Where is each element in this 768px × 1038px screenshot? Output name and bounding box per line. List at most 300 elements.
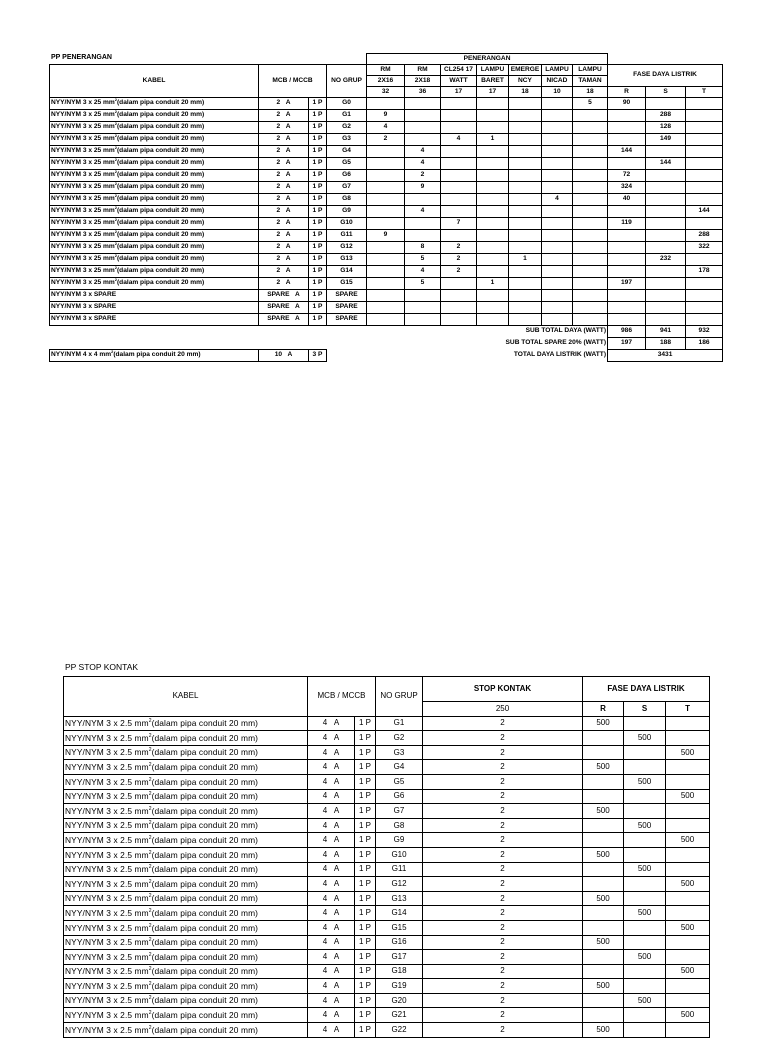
lamp-count-cell xyxy=(509,158,542,170)
mcb-cell: SPARE A xyxy=(259,314,309,326)
phase-t-cell xyxy=(686,98,723,110)
header-phase-t: T xyxy=(686,87,723,98)
lamp-count-cell: 5 xyxy=(405,254,441,266)
feeder-mcb: 10 A xyxy=(259,350,309,362)
table-row xyxy=(64,789,710,804)
table-row xyxy=(64,920,710,935)
phase-t-cell xyxy=(666,716,710,731)
lamp-count-cell xyxy=(441,158,477,170)
lamp-count-cell xyxy=(573,314,608,326)
lamp-count-cell xyxy=(477,170,509,182)
cable-cell: NYY/NYM 3 x 25 $mm^2(dalam$ pipa conduit 20 mm) xyxy=(50,170,259,182)
lamp-count-cell: 4 xyxy=(542,194,573,206)
phase-r-cell xyxy=(608,266,646,278)
lamp-count-cell: 5 xyxy=(405,278,441,290)
section-title-stop-kontak: PP STOP KONTAK xyxy=(65,662,139,672)
pole-cell: 1 P xyxy=(355,891,376,906)
header-lamp-2-l1: CL254 17 xyxy=(441,65,477,76)
pole-cell: 1 P xyxy=(309,110,327,122)
phase-t-cell xyxy=(666,979,710,994)
pole-cell: 1 P xyxy=(355,774,376,789)
lamp-count-cell xyxy=(441,278,477,290)
phase-t-cell xyxy=(686,122,723,134)
pole-cell: 1 P xyxy=(355,847,376,862)
phase-r-cell: 500 xyxy=(583,716,624,731)
phase-r-cell xyxy=(608,110,646,122)
phase-r-cell: 500 xyxy=(583,847,624,862)
lamp-count-cell xyxy=(367,254,405,266)
cable-cell: NYY/NYM 3 x 25 $mm^2(dalam$ pipa conduit 20 mm) xyxy=(50,134,259,146)
mcb-cell: 2 A xyxy=(259,206,309,218)
phase-t-cell: 500 xyxy=(666,920,710,935)
header-phase-r: R xyxy=(608,87,646,98)
phase-r-cell xyxy=(583,1008,624,1023)
grup-cell: G10 xyxy=(376,847,423,862)
cable-cell: NYY/NYM 3 x 2.5 $mm^2(dalam$ pipa conduit 20 mm) xyxy=(64,1023,308,1038)
phase-t-cell xyxy=(686,254,723,266)
cable-cell: NYY/NYM 3 x 25 $mm^2(dalam$ pipa conduit 20 mm) xyxy=(50,242,259,254)
phase-s-cell xyxy=(646,290,686,302)
grup-cell: G4 xyxy=(327,146,367,158)
table-row xyxy=(64,774,710,789)
mcb-cell: 4 A xyxy=(308,891,355,906)
grup-cell: G9 xyxy=(327,206,367,218)
phase-t-cell xyxy=(686,170,723,182)
cable-cell: NYY/NYM 3 x SPARE xyxy=(50,302,259,314)
stop-kontak-qty-cell: 2 xyxy=(423,935,583,950)
phase-r-cell: 144 xyxy=(608,146,646,158)
phase-s-cell xyxy=(624,1023,666,1038)
table-row xyxy=(64,1023,710,1038)
table-row xyxy=(50,254,723,266)
cable-cell: NYY/NYM 3 x 25 $mm^2(dalam$ pipa conduit 20 mm) xyxy=(50,158,259,170)
header-phase-s-2: S xyxy=(624,702,666,717)
lamp-count-cell xyxy=(405,110,441,122)
lamp-count-cell xyxy=(367,278,405,290)
phase-t-cell xyxy=(666,774,710,789)
grup-cell: G18 xyxy=(376,964,423,979)
lamp-count-cell xyxy=(405,134,441,146)
phase-r-cell xyxy=(608,134,646,146)
pole-cell: 1 P xyxy=(355,1008,376,1023)
grup-cell: G3 xyxy=(327,134,367,146)
header-stop-kontak-watt: 250 xyxy=(423,702,583,717)
cable-cell: NYY/NYM 3 x 2.5 $mm^2(dalam$ pipa conduit 20 mm) xyxy=(64,731,308,746)
header-lamp-5-l2: NICAD xyxy=(542,76,573,87)
phase-s-cell: 500 xyxy=(624,731,666,746)
lamp-count-cell xyxy=(509,122,542,134)
phase-r-cell xyxy=(583,950,624,965)
stop-kontak-qty-cell: 2 xyxy=(423,804,583,819)
lamp-count-cell xyxy=(542,170,573,182)
cable-cell: NYY/NYM 3 x 2.5 $mm^2(dalam$ pipa conduit 20 mm) xyxy=(64,964,308,979)
lamp-count-cell xyxy=(477,98,509,110)
lamp-count-cell xyxy=(509,134,542,146)
lamp-count-cell xyxy=(441,146,477,158)
pole-cell: 1 P xyxy=(355,760,376,775)
table-row xyxy=(64,833,710,848)
table-row xyxy=(50,242,723,254)
cable-cell: NYY/NYM 3 x 25 $mm^2(dalam$ pipa conduit 20 mm) xyxy=(50,98,259,110)
lamp-count-cell: 4 xyxy=(367,122,405,134)
phase-t-cell xyxy=(686,314,723,326)
pole-cell: 1 P xyxy=(309,122,327,134)
phase-t-cell: 500 xyxy=(666,833,710,848)
grup-cell: G13 xyxy=(376,891,423,906)
lamp-count-cell xyxy=(405,230,441,242)
pole-cell: 1 P xyxy=(309,170,327,182)
pole-cell: 1 P xyxy=(355,818,376,833)
lamp-count-cell xyxy=(405,194,441,206)
lamp-count-cell xyxy=(542,290,573,302)
header-lamp-6-l1: LAMPU xyxy=(573,65,608,76)
lamp-count-cell xyxy=(542,230,573,242)
header-lamp-6-l2: TAMAN xyxy=(573,76,608,87)
lamp-count-cell xyxy=(477,290,509,302)
phase-r-cell xyxy=(583,818,624,833)
lamp-count-cell xyxy=(367,182,405,194)
lamp-count-cell xyxy=(441,110,477,122)
phase-t-cell xyxy=(686,134,723,146)
header-no-grup-2: NO GRUP xyxy=(376,677,423,717)
phase-r-cell xyxy=(608,122,646,134)
phase-r-cell xyxy=(583,745,624,760)
phase-s-cell xyxy=(646,170,686,182)
mcb-cell: 4 A xyxy=(308,818,355,833)
lamp-count-cell xyxy=(367,218,405,230)
lamp-count-cell xyxy=(573,218,608,230)
lamp-count-cell xyxy=(477,158,509,170)
grup-cell: G1 xyxy=(376,716,423,731)
phase-s-cell xyxy=(646,278,686,290)
table-row xyxy=(50,122,723,134)
grup-cell: G13 xyxy=(327,254,367,266)
cable-cell: NYY/NYM 3 x 25 $mm^2(dalam$ pipa conduit 20 mm) xyxy=(50,278,259,290)
lamp-count-cell xyxy=(441,194,477,206)
phase-t-cell xyxy=(686,182,723,194)
phase-t-cell: 500 xyxy=(666,745,710,760)
grup-cell: G2 xyxy=(376,731,423,746)
grup-cell: G20 xyxy=(376,993,423,1008)
table-row xyxy=(64,760,710,775)
pole-cell: 1 P xyxy=(309,98,327,110)
phase-t-cell xyxy=(666,804,710,819)
pole-cell: 1 P xyxy=(309,242,327,254)
pole-cell: 1 P xyxy=(355,935,376,950)
phase-s-cell xyxy=(624,920,666,935)
feeder-cable: NYY/NYM 4 x 4 $mm^2(dalam$ pipa conduit 20 mm) xyxy=(50,350,259,362)
phase-r-cell: 72 xyxy=(608,170,646,182)
grup-cell: G22 xyxy=(376,1023,423,1038)
lamp-count-cell xyxy=(573,266,608,278)
phase-s-cell xyxy=(624,935,666,950)
cable-cell: NYY/NYM 3 x 25 $mm^2(dalam$ pipa conduit 20 mm) xyxy=(50,230,259,242)
pole-cell: 1 P xyxy=(309,230,327,242)
lamp-count-cell: 1 xyxy=(477,278,509,290)
lamp-count-cell xyxy=(405,302,441,314)
lamp-count-cell xyxy=(405,122,441,134)
mcb-cell: 4 A xyxy=(308,716,355,731)
phase-s-cell: 232 xyxy=(646,254,686,266)
header-lamp-1-watt: 36 xyxy=(405,87,441,98)
grup-cell: G9 xyxy=(376,833,423,848)
pole-cell: 1 P xyxy=(309,278,327,290)
cable-cell: NYY/NYM 3 x 2.5 $mm^2(dalam$ pipa conduit 20 mm) xyxy=(64,979,308,994)
lamp-count-cell xyxy=(367,290,405,302)
pole-cell: 1 P xyxy=(309,254,327,266)
grup-cell: G14 xyxy=(327,266,367,278)
table-row xyxy=(64,964,710,979)
pole-cell: 1 P xyxy=(309,158,327,170)
table-row xyxy=(64,745,710,760)
grup-cell: G7 xyxy=(327,182,367,194)
phase-r-cell: 40 xyxy=(608,194,646,206)
cable-cell: NYY/NYM 3 x 2.5 $mm^2(dalam$ pipa conduit 20 mm) xyxy=(64,935,308,950)
phase-t-cell xyxy=(686,302,723,314)
phase-s-cell: 500 xyxy=(624,862,666,877)
lamp-count-cell xyxy=(405,218,441,230)
stop-kontak-qty-cell: 2 xyxy=(423,847,583,862)
lamp-count-cell xyxy=(477,110,509,122)
phase-s-cell xyxy=(624,979,666,994)
stop-kontak-qty-cell: 2 xyxy=(423,993,583,1008)
lamp-count-cell xyxy=(509,194,542,206)
pole-cell: 1 P xyxy=(355,877,376,892)
subtotal-spare-label: SUB TOTAL SPARE 20% (WATT) xyxy=(505,339,607,347)
stop-kontak-qty-cell: 2 xyxy=(423,731,583,746)
grup-cell: SPARE xyxy=(327,290,367,302)
table-row xyxy=(50,302,723,314)
phase-s-cell: 149 xyxy=(646,134,686,146)
grup-cell: G8 xyxy=(376,818,423,833)
table-row xyxy=(50,98,723,110)
mcb-cell: 4 A xyxy=(308,833,355,848)
header-phase-t-2: T xyxy=(666,702,710,717)
total-daya-label: TOTAL DAYA LISTRIK (WATT) xyxy=(513,351,607,359)
pole-cell: 1 P xyxy=(355,964,376,979)
lamp-count-cell xyxy=(367,206,405,218)
lamp-count-cell: 1 xyxy=(477,134,509,146)
phase-s-cell xyxy=(646,230,686,242)
cable-cell: NYY/NYM 3 x 25 $mm^2(dalam$ pipa conduit 20 mm) xyxy=(50,146,259,158)
lamp-count-cell: 9 xyxy=(367,230,405,242)
grup-cell: G12 xyxy=(376,877,423,892)
lamp-count-cell xyxy=(573,110,608,122)
lamp-count-cell xyxy=(542,254,573,266)
lamp-count-cell: 4 xyxy=(441,134,477,146)
lamp-count-cell xyxy=(509,206,542,218)
lamp-count-cell xyxy=(405,98,441,110)
table-row xyxy=(64,906,710,921)
mcb-cell: SPARE A xyxy=(259,302,309,314)
mcb-cell: 4 A xyxy=(308,774,355,789)
lamp-count-cell: 7 xyxy=(441,218,477,230)
mcb-cell: 2 A xyxy=(259,254,309,266)
table-row xyxy=(50,110,723,122)
lamp-count-cell: 9 xyxy=(405,182,441,194)
lamp-count-cell xyxy=(367,302,405,314)
mcb-cell: 4 A xyxy=(308,935,355,950)
table-row xyxy=(50,170,723,182)
cable-cell: NYY/NYM 3 x SPARE xyxy=(50,290,259,302)
mcb-cell: 4 A xyxy=(308,979,355,994)
lamp-count-cell xyxy=(542,134,573,146)
header-penerangan: PENERANGAN xyxy=(367,54,608,65)
lamp-count-cell xyxy=(477,206,509,218)
lamp-count-cell: 4 xyxy=(405,266,441,278)
phase-s-cell xyxy=(624,891,666,906)
phase-s-cell xyxy=(646,314,686,326)
pole-cell: 1 P xyxy=(309,266,327,278)
cable-cell: NYY/NYM 3 x 2.5 $mm^2(dalam$ pipa conduit 20 mm) xyxy=(64,906,308,921)
phase-r-cell: 500 xyxy=(583,979,624,994)
phase-s-cell xyxy=(646,266,686,278)
cable-cell: NYY/NYM 3 x 25 $mm^2(dalam$ pipa conduit 20 mm) xyxy=(50,182,259,194)
phase-s-cell xyxy=(646,218,686,230)
lamp-count-cell xyxy=(509,110,542,122)
mcb-cell: 4 A xyxy=(308,789,355,804)
cable-cell: NYY/NYM 3 x 2.5 $mm^2(dalam$ pipa conduit 20 mm) xyxy=(64,804,308,819)
grup-cell: G6 xyxy=(327,170,367,182)
lamp-count-cell xyxy=(573,194,608,206)
mcb-cell: 2 A xyxy=(259,242,309,254)
table-row xyxy=(50,134,723,146)
grup-cell: G16 xyxy=(376,935,423,950)
phase-t-cell: 500 xyxy=(666,1008,710,1023)
table-stop-kontak xyxy=(63,676,710,1038)
stop-kontak-qty-cell: 2 xyxy=(423,891,583,906)
lamp-count-cell xyxy=(542,110,573,122)
grup-cell: SPARE xyxy=(327,314,367,326)
phase-r-cell: 90 xyxy=(608,98,646,110)
pole-cell: 1 P xyxy=(309,314,327,326)
phase-t-cell xyxy=(666,906,710,921)
lamp-count-cell xyxy=(477,182,509,194)
cable-cell: NYY/NYM 3 x 25 $mm^2(dalam$ pipa conduit 20 mm) xyxy=(50,218,259,230)
phase-t-cell xyxy=(666,950,710,965)
phase-t-cell: 144 xyxy=(686,206,723,218)
grup-cell: G11 xyxy=(327,230,367,242)
pole-cell: 1 P xyxy=(355,979,376,994)
table-row xyxy=(64,891,710,906)
grup-cell: G5 xyxy=(327,158,367,170)
grup-cell: G4 xyxy=(376,760,423,775)
stop-kontak-qty-cell: 2 xyxy=(423,906,583,921)
mcb-cell: SPARE A xyxy=(259,290,309,302)
pole-cell: 1 P xyxy=(355,833,376,848)
lamp-count-cell xyxy=(509,278,542,290)
phase-t-cell xyxy=(666,847,710,862)
lamp-count-cell xyxy=(441,290,477,302)
pole-cell: 1 P xyxy=(309,206,327,218)
cable-cell: NYY/NYM 3 x 25 $mm^2(dalam$ pipa conduit 20 mm) xyxy=(50,266,259,278)
phase-r-cell: 500 xyxy=(583,804,624,819)
stop-kontak-qty-cell: 2 xyxy=(423,920,583,935)
stop-kontak-qty-cell: 2 xyxy=(423,964,583,979)
cable-cell: NYY/NYM 3 x 2.5 $mm^2(dalam$ pipa conduit 20 mm) xyxy=(64,877,308,892)
grup-cell: G19 xyxy=(376,979,423,994)
lamp-count-cell xyxy=(441,182,477,194)
lamp-count-cell xyxy=(573,254,608,266)
subtotal-daya-s: 941 xyxy=(646,326,686,338)
phase-t-cell xyxy=(686,290,723,302)
phase-r-cell: 500 xyxy=(583,935,624,950)
header-lamp-5-l1: LAMPU xyxy=(542,65,573,76)
phase-s-cell xyxy=(624,833,666,848)
phase-s-cell: 500 xyxy=(624,950,666,965)
stop-kontak-qty-cell: 2 xyxy=(423,818,583,833)
lamp-count-cell xyxy=(441,230,477,242)
lamp-count-cell xyxy=(573,122,608,134)
table-penerangan xyxy=(49,53,723,362)
table-row xyxy=(50,206,723,218)
mcb-cell: 4 A xyxy=(308,862,355,877)
lamp-count-cell xyxy=(477,314,509,326)
stop-kontak-qty-cell: 2 xyxy=(423,950,583,965)
phase-r-cell: 500 xyxy=(583,1023,624,1038)
phase-s-cell: 500 xyxy=(624,774,666,789)
cable-cell: NYY/NYM 3 x 2.5 $mm^2(dalam$ pipa conduit 20 mm) xyxy=(64,716,308,731)
phase-t-cell xyxy=(666,862,710,877)
phase-t-cell: 178 xyxy=(686,266,723,278)
lamp-count-cell xyxy=(573,134,608,146)
phase-r-cell xyxy=(608,206,646,218)
phase-r-cell xyxy=(583,920,624,935)
table-row xyxy=(50,266,723,278)
lamp-count-cell: 5 xyxy=(573,98,608,110)
cable-cell: NYY/NYM 3 x 25 $mm^2(dalam$ pipa conduit 20 mm) xyxy=(50,122,259,134)
grup-cell: G0 xyxy=(327,98,367,110)
mcb-cell: 4 A xyxy=(308,760,355,775)
cable-cell: NYY/NYM 3 x 25 $mm^2(dalam$ pipa conduit 20 mm) xyxy=(50,206,259,218)
lamp-count-cell xyxy=(441,206,477,218)
lamp-count-cell xyxy=(509,242,542,254)
lamp-count-cell xyxy=(509,182,542,194)
lamp-count-cell xyxy=(441,98,477,110)
table-row xyxy=(50,158,723,170)
lamp-count-cell xyxy=(509,290,542,302)
cable-cell: NYY/NYM 3 x SPARE xyxy=(50,314,259,326)
lamp-count-cell xyxy=(509,146,542,158)
phase-r-cell xyxy=(583,993,624,1008)
lamp-count-cell xyxy=(573,170,608,182)
phase-t-cell: 500 xyxy=(666,964,710,979)
lamp-count-cell xyxy=(542,278,573,290)
header-phase-r-2: R xyxy=(583,702,624,717)
header-kabel-2: KABEL xyxy=(64,677,308,717)
phase-s-cell xyxy=(624,847,666,862)
lamp-count-cell: 4 xyxy=(405,206,441,218)
cable-cell: NYY/NYM 3 x 2.5 $mm^2(dalam$ pipa conduit 20 mm) xyxy=(64,950,308,965)
pole-cell: 1 P xyxy=(355,716,376,731)
lamp-count-cell xyxy=(542,314,573,326)
table-row xyxy=(64,862,710,877)
grup-cell: G15 xyxy=(376,920,423,935)
lamp-count-cell xyxy=(542,158,573,170)
lamp-count-cell xyxy=(367,194,405,206)
phase-s-cell xyxy=(624,760,666,775)
header-phase-s: S xyxy=(646,87,686,98)
phase-t-cell xyxy=(686,194,723,206)
lamp-count-cell xyxy=(573,182,608,194)
lamp-count-cell xyxy=(509,302,542,314)
table-row xyxy=(50,218,723,230)
subtotal-daya-t: 932 xyxy=(686,326,723,338)
grup-cell: G10 xyxy=(327,218,367,230)
phase-s-cell xyxy=(624,745,666,760)
lamp-count-cell xyxy=(477,302,509,314)
phase-t-cell xyxy=(666,891,710,906)
